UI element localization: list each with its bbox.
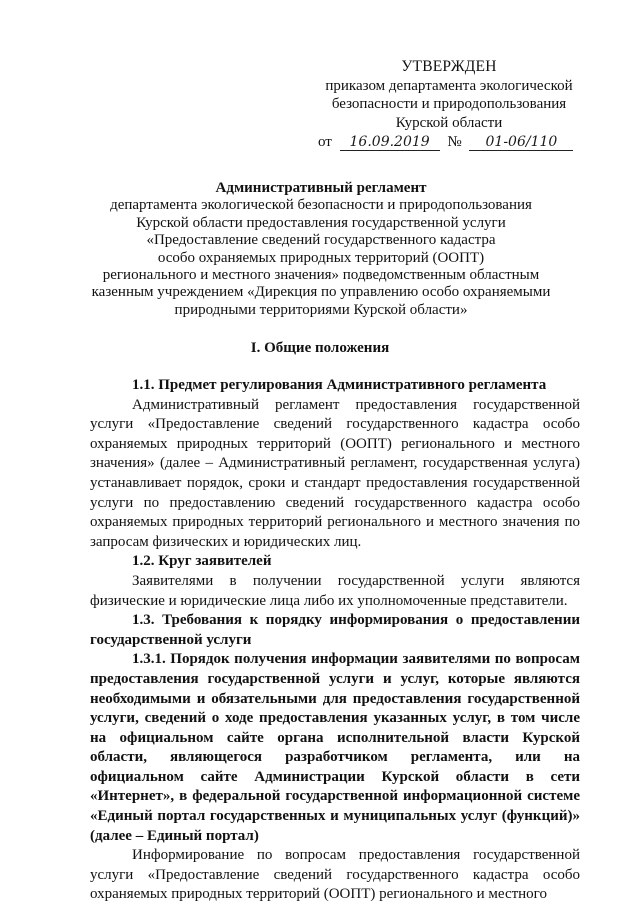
approval-stamp (318, 58, 580, 152)
document-title: Административный регламент (215, 180, 427, 196)
paragraph-1-3-1: 1.3.1. Порядок получения информации заявителями по вопросам предоставления государственной услуги и услуг, которые являются необходимыми и обязательными для предоставления государственной услуги, сведений о ходе предоставления указанных услуг, в том числе на официальном сайте органа исполнительной власти Курской области, являющегося разработчиком регламента, или на официальном сайте Администрации Курской области в сети «Интернет», в федеральной государственной информационной системе «Единый портал государственных и муниципальных услуг (функций)» (далее – Единый портал) (90, 651, 580, 844)
paragraph-1-1: Административный регламент предоставления государственной услуги «Предоставление сведений государственного кадастра особо охраняемых природных территорий (ООПТ) регионального и местного значения» (далее – Административный регламент, государственная услуга) устанавливает порядок, сроки и стандарт предоставления государственной услуги по предоставлению сведений государственного кадастра особо охраняемых природных территорий регионального и местного значения по запросам физических и юридических лиц. (90, 396, 580, 550)
section-title: I. Общие положения (250, 340, 390, 356)
paragraph-informing: Информирование по вопросам предоставления государственной услуги «Предоставление сведений государственного кадастра особо охраняемых природных территорий (ООПТ) регионального и местного (90, 847, 580, 903)
heading-1-2: 1.2. Круг заявителей (132, 553, 272, 570)
title-line-3: «Предоставление сведений государственного кадастра (146, 232, 496, 249)
heading-1-1: 1.1. Предмет регулирования Административного регламента (132, 377, 547, 393)
approval-line-3: Курской области (395, 114, 503, 131)
title-line-7: природными территориями Курской области» (174, 301, 468, 318)
handwritten-number: 01-06/110 (469, 134, 573, 151)
title-line-5: регионального и местного значения» подведомственным областным (102, 267, 540, 284)
approval-reference (318, 133, 580, 152)
title-line-1: департамента экологической безопасности и природопользования (110, 197, 532, 214)
approval-line-1: приказом департамента экологической (325, 77, 573, 94)
handwritten-date: 16.09.2019 (340, 134, 440, 151)
approval-heading: УТВЕРЖДЕН (401, 58, 497, 75)
heading-1-3: 1.3. Требования к порядку информирования о предоставлении государственной услуги (90, 612, 580, 648)
approval-line-2: безопасности и природопользования (331, 96, 567, 112)
number-label: № (447, 134, 462, 150)
title-line-2: Курской области предоставления государственной услуги (136, 214, 506, 231)
document-body (90, 376, 580, 905)
paragraph-1-2: Заявителями в получении государственной услуги являются физические и юридические лица либо их уполномоченные представители. (90, 572, 580, 609)
document-title-block (86, 180, 556, 319)
from-label: от (318, 134, 332, 150)
title-line-4: особо охраняемых природных территорий (ООПТ) (157, 249, 485, 266)
title-line-6: казенным учреждением «Дирекция по управлению особо охраняемыми (91, 284, 551, 301)
